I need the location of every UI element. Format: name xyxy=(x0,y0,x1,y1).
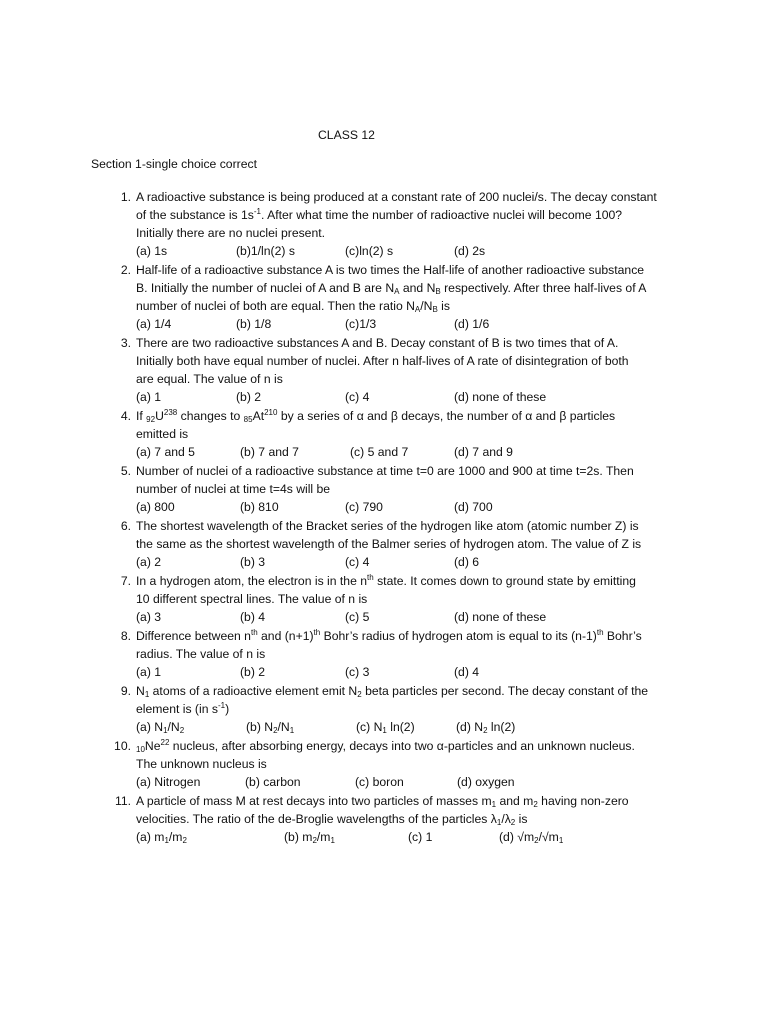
question-text: number of nuclei at time t=4s will be xyxy=(136,482,331,496)
question-text: number of nuclei of both are equal. Then the ratio $N_A/N_B$ is xyxy=(136,299,450,314)
question-text: In a hydrogen atom, the electron is in the $n^{th}$ state. It comes down to ground state by emitting xyxy=(136,573,636,588)
option-b: (b) $m_2/m_1$ xyxy=(284,830,335,845)
option-b: (b) 2 xyxy=(236,390,262,404)
option-b: (b) 3 xyxy=(240,555,266,569)
option-a: (a) 3 xyxy=(136,610,162,624)
option-d: (d) oxygen xyxy=(457,775,515,789)
option-c: (c) 3 xyxy=(345,665,370,679)
question-text: A radioactive substance is being produced at a constant rate of 200 nuclei/s. The decay constant xyxy=(136,190,657,204)
option-a: (a) Nitrogen xyxy=(136,775,201,789)
question-number: 3. xyxy=(120,336,131,350)
question-number: 5. xyxy=(120,464,131,478)
option-a: (a) 1/4 xyxy=(136,317,172,331)
option-c: (c) $N_1$ ln(2) xyxy=(356,720,415,735)
option-a: (a) $N_1/N_2$ xyxy=(136,720,185,735)
option-c: (c) 5 xyxy=(345,610,370,624)
option-b: (b) 4 xyxy=(240,610,266,624)
question-number: 8. xyxy=(120,629,131,643)
question-text: element is (in $s^{-1}$) xyxy=(136,701,230,716)
option-c: (c) boron xyxy=(355,775,404,789)
question-text: The unknown nucleus is xyxy=(136,757,267,771)
question-text: Number of nuclei of a radioactive substance at time t=0 are 1000 and 900 at time t=2s. Then xyxy=(136,464,634,478)
option-a: (a) 1 xyxy=(136,390,162,404)
option-d: (d) none of these xyxy=(454,610,547,624)
option-d: (d) 4 xyxy=(454,665,480,679)
question-text: Initially both have equal number of nuclei. After n half-lives of A rate of disintegration of both xyxy=(136,354,629,368)
question-number: 6. xyxy=(120,519,131,533)
question-text: $N_1$ atoms of a radioactive element emit $N_2$ beta particles per second. The decay constant of the xyxy=(136,684,649,699)
option-b: (b) 7 and 7 xyxy=(240,445,299,459)
option-c: (c) 790 xyxy=(345,500,383,514)
question-text: are equal. The value of n is xyxy=(136,372,283,386)
option-c: (c)1/3 xyxy=(345,317,377,331)
option-a: (a) 800 xyxy=(136,500,175,514)
option-c: (c)ln(2) s xyxy=(345,244,394,258)
option-b: (b)1/ln(2) s xyxy=(236,244,295,258)
question-text: There are two radioactive substances A and B. Decay constant of B is two times that of A. xyxy=(136,336,619,350)
option-d: (d) none of these xyxy=(454,390,547,404)
question-text: Half-life of a radioactive substance A is two times the Half-life of another radioactive substance xyxy=(136,263,645,277)
question-text: velocities. The ratio of the de-Broglie wavelengths of the particles $\lambda_1/\lambda_2$ is xyxy=(136,812,528,827)
question-number: 1. xyxy=(120,190,131,204)
option-a: (a) 1s xyxy=(136,244,168,258)
question-text: 10 different spectral lines. The value of n is xyxy=(136,592,368,606)
option-c: (c) 4 xyxy=(345,555,370,569)
question-text: $_{10}Ne^{22}$ nucleus, after absorbing energy, decays into two α-particles and an unknown nucleus. xyxy=(136,738,635,754)
question-number: 7. xyxy=(120,574,131,588)
question-number: 11. xyxy=(114,794,131,808)
option-b: (b) $N_2/N_1$ xyxy=(246,720,295,735)
option-a: (a) 7 and 5 xyxy=(136,445,195,459)
page-title: CLASS 12 xyxy=(318,128,375,142)
section-heading: Section 1-single choice correct xyxy=(91,157,257,171)
option-d: (d) 6 xyxy=(454,555,480,569)
question-text: A particle of mass M at rest decays into two particles of masses $m_1$ and $m_2$ having non-zero xyxy=(136,794,629,809)
option-b: (b) 1/8 xyxy=(236,317,272,331)
question-text: The shortest wavelength of the Bracket series of the hydrogen like atom (atomic number Z) is xyxy=(136,519,639,533)
question-number: 4. xyxy=(120,409,131,423)
option-b: (b) 2 xyxy=(240,665,266,679)
option-d: (d) 2s xyxy=(454,244,486,258)
question-text: of the substance is $1s^{-1}$. After what time the number of radioactive nuclei will become 100? xyxy=(136,207,623,222)
option-c: (c) 5 and 7 xyxy=(350,445,409,459)
option-c: (c) 4 xyxy=(345,390,370,404)
option-d: (d) 700 xyxy=(454,500,493,514)
question-text: Initially there are no nuclei present. xyxy=(136,226,326,240)
question-text: B. Initially the number of nuclei of A and B are $N_A$ and $N_B$ respectively. After three half-lives of A xyxy=(136,281,647,296)
option-d: (d) $N_2$ ln(2) xyxy=(456,720,516,735)
option-b: (b) 810 xyxy=(240,500,279,514)
option-a: (a) $m_1/m_2$ xyxy=(136,830,187,845)
option-d: (d) $√m_2/√m_1$ xyxy=(499,830,564,845)
question-text: If $_{92}U^{238}$ changes to $_{85}At^{210}$ by a series of α and β decays, the number of α and β particles xyxy=(136,408,616,424)
option-d: (d) 7 and 9 xyxy=(454,445,513,459)
question-text: Difference between $n^{th}$ and $(n+1)^{th}$ Bohr’s radius of hydrogen atom is equal to its $(n-1)^{th}$ Bohr’s xyxy=(136,628,642,643)
question-number: 2. xyxy=(120,263,131,277)
option-a: (a) 1 xyxy=(136,665,162,679)
question-text: emitted is xyxy=(136,427,189,441)
question-number: 10. xyxy=(114,739,131,753)
option-b: (b) carbon xyxy=(245,775,301,789)
question-number: 9. xyxy=(120,684,131,698)
option-d: (d) 1/6 xyxy=(454,317,490,331)
option-c: (c) 1 xyxy=(408,830,433,844)
question-text: the same as the shortest wavelength of the Balmer series of hydrogen atom. The value of Z is xyxy=(136,537,642,551)
option-a: (a) 2 xyxy=(136,555,162,569)
question-text: radius. The value of n is xyxy=(136,647,266,661)
